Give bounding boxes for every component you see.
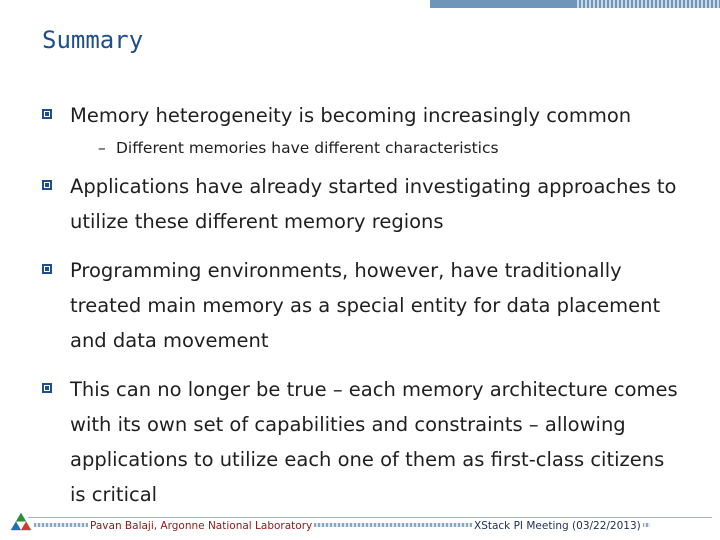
bullet-1 bbox=[42, 98, 682, 133]
sub-bullet-1-text: Different memories have different characteristics bbox=[116, 139, 499, 157]
argonne-logo-icon bbox=[10, 512, 32, 532]
footer-event: XStack PI Meeting (03/22/2013) bbox=[474, 520, 641, 532]
dash-marker: – bbox=[98, 139, 106, 157]
square-bullet-icon bbox=[42, 264, 52, 274]
top-stripes bbox=[575, 0, 720, 8]
top-decoration bbox=[430, 0, 720, 8]
square-bullet-icon bbox=[42, 383, 52, 393]
footer-rule bbox=[28, 517, 712, 518]
bullet-4 bbox=[42, 372, 682, 512]
footer-author: Pavan Balaji, Argonne National Laboratory bbox=[90, 520, 313, 532]
slide-footer bbox=[0, 500, 720, 540]
slide-title: Summary bbox=[42, 26, 144, 54]
bullet-2-text: Applications have already started investigating approaches to utilize these different memory regions bbox=[70, 175, 677, 233]
bullet-4-text: This can no longer be true – each memory architecture comes with its own set of capabilities and constraints – allowing applications to utilize each one of them as first-class citizens is critical bbox=[70, 378, 678, 506]
bullet-2 bbox=[42, 169, 682, 239]
bullet-3 bbox=[42, 253, 682, 358]
square-bullet-icon bbox=[42, 180, 52, 190]
slide-body bbox=[42, 98, 682, 512]
sub-bullet-1 bbox=[98, 137, 682, 159]
square-bullet-icon bbox=[42, 109, 52, 119]
bullet-3-text: Programming environments, however, have traditionally treated main memory as a special entity for data placement and data movement bbox=[70, 259, 661, 352]
bullet-1-text: Memory heterogeneity is becoming increasingly common bbox=[70, 104, 632, 127]
